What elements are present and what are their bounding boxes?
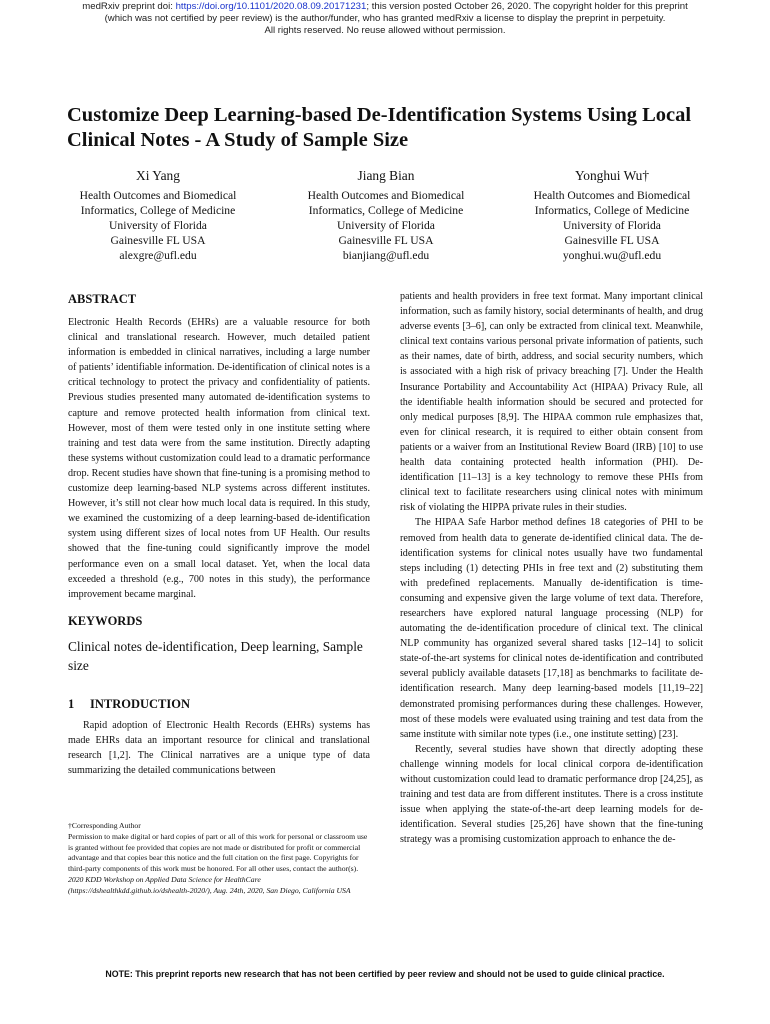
- author-block: [522, 167, 702, 263]
- author-dept-line-2: Informatics, College of Medicine: [80, 204, 236, 217]
- paper-title: Customize Deep Learning-based De-Identification Systems Using Local Clinical Notes - A Study of Sample Size: [67, 104, 692, 151]
- abstract-heading: ABSTRACT: [68, 292, 137, 306]
- section-title: INTRODUCTION: [90, 696, 191, 711]
- author-name: Xi Yang: [136, 168, 180, 183]
- corresponding-author-note: †Corresponding Author: [68, 821, 141, 830]
- preprint-header-line-2: (which was not certified by peer review) is the author/funder, who has granted medRxiv a license to display the preprint in perpetuity.: [104, 13, 666, 24]
- author-dept-line-1: Health Outcomes and Biomedical: [533, 189, 691, 202]
- author-name: Jiang Bian: [357, 168, 415, 183]
- author-university: University of Florida: [109, 219, 207, 232]
- author-block: [68, 167, 248, 263]
- intro-paragraph-2: The HIPAA Safe Harbor method defines 18 categories of PHI to be removed from health data to generate de-identified clinical data. The de-identification systems for clinical notes usually have two fundamental steps including (1) detecting PHIs in free text and (2) substituting them with predefined replacements. Manually de-identification is time-consuming and expensive given the large volume of text data. Therefore, researchers have explored natural language processing (NLP) for automating the de-identification procedure of clinical text. The clinical NLP community has organized several shared tasks [12–14] to solicit state-of-the-art systems for clinical notes de-identification and contributed several publicly available datasets [17,18] as benchmarks to facilitate de-identification research. Many deep learning-based models [11,19–22] demonstrated promising performances during these challenges. However, most of these models were evaluated using training and test data from the same institute with similar note types (i.e., one institute setting) [23].: [400, 517, 703, 740]
- author-university: University of Florida: [563, 219, 661, 232]
- author-dept-line-2: Informatics, College of Medicine: [534, 204, 690, 217]
- author-email: bianjiang@ufl.edu: [342, 249, 430, 262]
- footnote: [68, 821, 372, 897]
- author-dept-line-1: Health Outcomes and Biomedical: [79, 189, 237, 202]
- author-location: Gainesville FL USA: [564, 234, 660, 247]
- abstract-text: Electronic Health Records (EHRs) are a valuable resource for both clinical and translational research. However, much detailed patient information is embedded in clinical narratives, including a large number of patients’ identifiable information. De-identification of clinical notes is a critical technology to protect the privacy and confidentiality of patients. Previous studies presented many automated de-identification systems to capture and remove protected health information from clinical text. However, most of them were tested only in one institute setting where training and test data were from the same institution. Directly adapting these systems without customization could lead to a dramatic performance drop. Recent studies have shown that fine-tuning is a promising method to customize deep learning-based NLP systems across different institutes. However, it’s still not clear how much local data is required. In this study, we examined the customizing of a deep learning-based de-identification system using different sizes of local notes from UF Health. Our results showed that the fine-tuning could significantly improve the model performance even on a small local dataset. Yet, when the local data exceeded a threshold (e.g., 700 notes in this study), the performance improvement became marginal.: [68, 317, 370, 600]
- author-email: yonghui.wu@ufl.edu: [562, 249, 662, 262]
- author-name: Yonghui Wu†: [574, 168, 650, 183]
- venue-line-2: (https://dshealthkdd.github.io/dshealth-2020/), Aug. 24th, 2020, San Diego, California USA: [68, 885, 351, 895]
- section-number: 1: [68, 696, 75, 711]
- intro-paragraph-3: Recently, several studies have shown that directly adopting these challenge winning models for local clinical corpora de-identification without customization could lead to dramatic performance drop [24,25], as training and test data are from different institutes. There is a cross institute issue when applying the state-of-the-art deep learning models for de-identification. Several studies [25,26] have shown that the fine-tuning strategy was a promising customization approach to enhance the de-: [400, 743, 703, 846]
- permission-notice: Permission to make digital or hard copies of part or all of this work for personal or classroom use is granted without fee provided that copies are not made or distributed for profit or commercial advantage and that copies bear this notice and the full citation on the first page. Copyrights for third-party components of this work must be honored. For all other uses, contact the author(s).: [68, 831, 368, 874]
- author-dept-line-2: Informatics, College of Medicine: [308, 204, 464, 217]
- preprint-disclaimer: NOTE: This preprint reports new research that has not been certified by peer review and should not be used to guide clinical practice.: [105, 969, 665, 979]
- author-university: University of Florida: [337, 219, 435, 232]
- author-location: Gainesville FL USA: [338, 234, 434, 247]
- preprint-header-line-1: medRxiv preprint doi: https://doi.org/10.1101/2020.08.09.20171231; this version posted October 26, 2020. The copyright holder for this preprint: [82, 1, 688, 12]
- author-dept-line-1: Health Outcomes and Biomedical: [307, 189, 465, 202]
- preprint-header: [0, 1, 770, 37]
- author-block: [296, 167, 476, 263]
- intro-paragraph-1: Rapid adoption of Electronic Health Records (EHRs) systems has made EHRs data an important resource for clinical and translational research [1,2]. The Clinical narratives are a unique type of data summarizing the detailed communications between: [68, 719, 370, 777]
- preprint-header-line-3: All rights reserved. No reuse allowed without permission.: [264, 25, 506, 36]
- keywords-heading: KEYWORDS: [68, 613, 143, 628]
- left-column: [68, 291, 370, 778]
- introduction-heading: [68, 696, 370, 712]
- venue-line-1: 2020 KDD Workshop on Applied Data Science for HealthCare: [68, 874, 261, 884]
- keywords-text: Clinical notes de-identification, Deep learning, Sample size: [68, 638, 363, 673]
- intro-paragraph-1-continued: patients and health providers in free text format. Many important clinical information, such as family history, social determinants of health, and drug adverse events [3–6], can only be extracted from clinical text. Meanwhile, clinical text contains various personal private information of patients, such as their names, date of birth, address, and social security numbers, which is associated with a high risk of privacy breaching [7]. Under the Health Insurance Portability and Accountability Act (HIPAA) Privacy Rule, all the identifiable health information should be secured and protected for only medical purposes [8,9]. The HIPAA common rule emphasizes that, even for clinical research, it is required to either obtain consent from patients or a waiver from an Institutional Review Board (IRB) [10] to use health data containing protected health information (PHI). De-identification [11–13] is a key technology to remove these PHIs from clinical text to facilitate researchers using clinical notes with minimum risk of violating the HIPPA private rules in their studies.: [400, 291, 703, 514]
- doi-link[interactable]: https://doi.org/10.1101/2020.08.09.20171231: [175, 1, 367, 12]
- author-location: Gainesville FL USA: [110, 234, 206, 247]
- author-email: alexgre@ufl.edu: [119, 249, 197, 262]
- right-column: [400, 289, 703, 847]
